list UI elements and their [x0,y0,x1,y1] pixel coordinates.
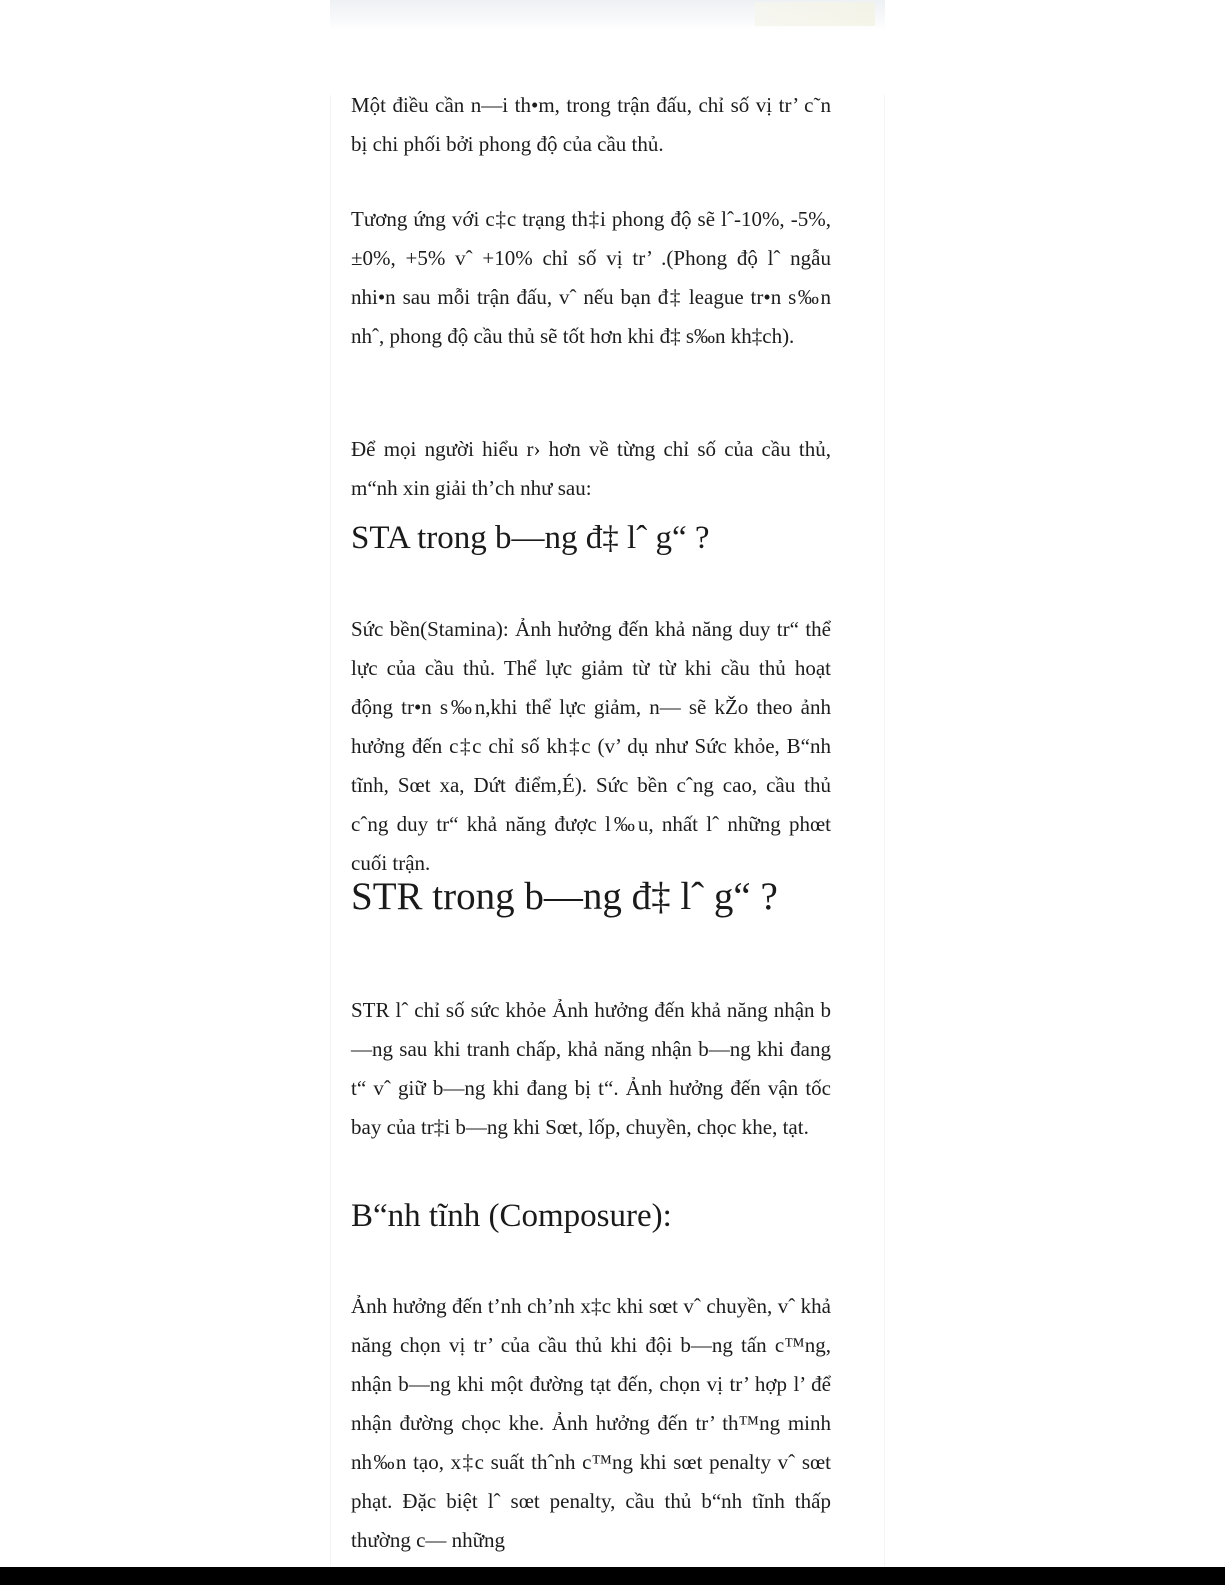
paragraph-composure: Ảnh hưởng đến t’nh ch’nh x‡c khi sœt vˆ chuyền, vˆ khả năng chọn vị tr’ của cầu thủ khi đội b—ng tấn c™ng, nhận b—ng khi một đường tạt đến, chọn vị tr’ hợp l’ để nhận đường chọc khe. Ảnh hưởng đến tr’ th™ng minh nh‰n tạo, x‡c suất thˆnh c™ng khi sœt penalty vˆ sœt phạt. Đặc biệt lˆ sœt penalty, cầu thủ b“nh tĩnh thấp thường c— những [351,1294,831,1552]
paragraph-stamina: Sức bền(Stamina): Ảnh hưởng đến khả năng duy tr“ thể lực của cầu thủ. Thể lực giảm từ từ khi cầu thủ hoạt động tr•n s‰n,khi thể lực giảm, n— sẽ kŽo theo ảnh hưởng đến c‡c chỉ số kh‡c (v’ dụ như Sức khỏe, B“nh tĩnh, Sœt xa, Dứt điểm,É). Sức bền cˆng cao, cầu thủ cˆng duy tr“ khả năng được l‰u, nhất lˆ những phœt cuối trận. [351,617,831,875]
heading-sta: STA trong b—ng đ‡ lˆ g“ ? [351,520,710,556]
banner-image-fragment [755,2,875,26]
paragraph-form-states: Tương ứng với c‡c trạng th‡i phong độ sẽ lˆ-10%, -5%, ±0%, +5% vˆ +10% chỉ số vị tr’ .(Phong độ lˆ ngẫu nhi•n sau mỗi trận đấu, vˆ nếu bạn đ‡ league tr•n s‰n nhˆ, phong độ cầu thủ sẽ tốt hơn khi đ‡ s‰n kh‡ch). [351,207,831,348]
bottom-black-bar [0,1567,1225,1585]
heading-composure: B“nh tĩnh (Composure): [351,1198,672,1234]
paragraph-explain-intro: Để mọi người hiểu r› hơn về từng chỉ số của cầu thủ, m“nh xin giải th’ch như sau: [351,437,831,500]
paragraph-form-intro: Một điều cần n—i th•m, trong trận đấu, chỉ số vị tr’ c˜n bị chi phối bởi phong độ của cầu thủ. [351,93,831,156]
paragraph-strength: STR lˆ chỉ số sức khỏe Ảnh hưởng đến khả năng nhận b—ng sau khi tranh chấp, khả năng nhận b—ng khi đang t“ vˆ giữ b—ng khi đang bị t“. Ảnh hưởng đến vận tốc bay của tr‡i b—ng khi Sœt, lốp, chuyền, chọc khe, tạt. [351,998,831,1139]
heading-str: STR trong b—ng đ‡ lˆ g“ ? [351,875,778,918]
top-banner-strip [330,0,885,30]
